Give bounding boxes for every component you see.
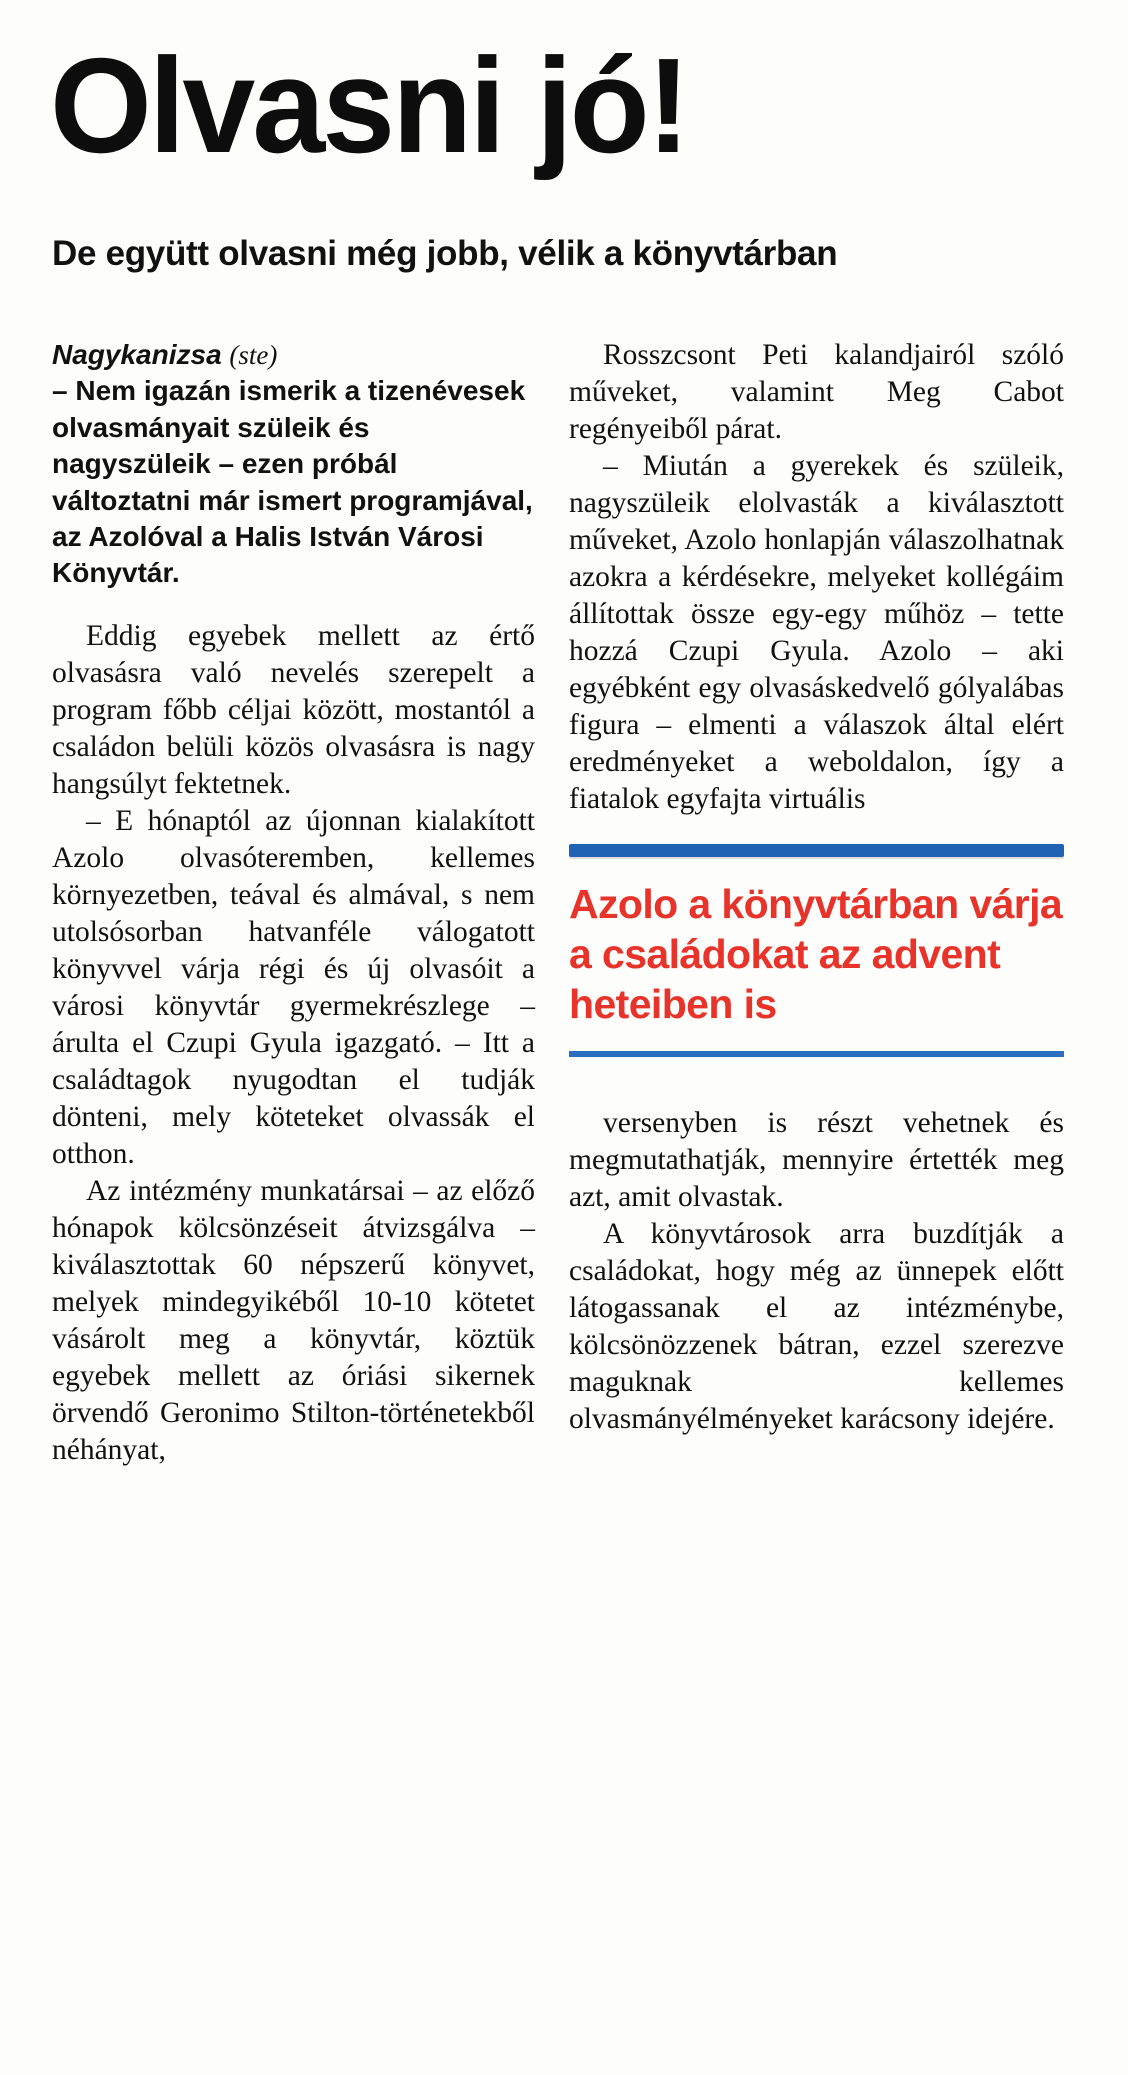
dateline-byline: (ste) — [229, 340, 278, 370]
dateline-place: Nagykanizsa — [52, 339, 222, 370]
paragraph: A könyvtárosok arra buzdítják a családokat, hogy még az ünnepek előtt látogassanak el az intézménybe, kölcsönözzenek bátran, ezzel szerezve maguknak kellemes olvasmányélményeket karácsony idejére. — [569, 1218, 1064, 1436]
paragraph: Eddig egyebek mellett az értő olvasásra való nevelés szerepelt a program főbb céljai között, mostantól a családon belüli közös olvasásra is nagy hangsúlyt fektetnek. — [52, 619, 535, 800]
paragraph: Rosszcsont Peti kalandjairól szóló műveket, valamint Meg Cabot regényeiből párat. — [569, 339, 1064, 446]
paragraph: – E hónaptól az újonnan kialakított Azolo olvasóteremben, kellemes környezetben, teával és almával, s nem utolsósorban hatvanféle válogatott könyvvel várja régi és új olvasóit a városi könyvtár gyermekrészlege – árulta el Czupi Gyula igazgató. – Itt a családtagok nyugodtan el tudják dönteni, mely köteteket olvassák el otthon. — [52, 804, 535, 1170]
rule-top — [569, 844, 1064, 857]
spacer — [569, 1077, 1064, 1105]
paragraph: versenyben is részt vehetnek és megmutathatják, mennyire értették meg azt, amit olvastak. — [569, 1107, 1064, 1214]
paragraph: – Miután a gyerekek és szüleik, nagyszüleik elolvasták a kiválasztott műveket, Azolo honlapján válaszolhatnak azokra a kérdésekre, melyeket kollégáim állítottak össze egy-egy műhöz – tette hozzá Czupi Gyula. Azolo – aki egyébként egy olvasáskedvelő gólyalábas figura – elmenti a válaszok által elért eredményeket a weboldalon, így a fiatalok egyfajta virtuális — [569, 450, 1064, 816]
column-left — [40, 337, 535, 1469]
article-columns — [40, 337, 1088, 1469]
page-title: Olvasni jó! — [50, 30, 688, 181]
subheadline: De együtt olvasni még jobb, vélik a könyvtárban — [52, 234, 838, 273]
paragraph: Az intézmény munkatársai – az előző hónapok kölcsönzéseit átvizsgálva – kiválasztottak 60 népszerű könyvet, melyek mindegyikéből 10-10 kötetet vásárolt meg a könyvtár, köztük egyebek mellett az óriási sikernek örvendő Geronimo Stilton-történetekből néhányat, — [52, 1174, 535, 1467]
pullquote-block — [569, 844, 1064, 1057]
lead-text: – Nem igazán ismerik a tizenévesek olvasmányait szüleik és nagyszüleik – ezen próbál változtatni már ismert programjával, az Azolóval a Halis István Városi Könyvtár. — [52, 375, 533, 589]
pullquote-text: Azolo a könyvtárban várja a családokat az advent heteiben is — [569, 881, 1063, 1028]
lead-paragraph — [52, 337, 535, 592]
rule-bottom — [569, 1051, 1064, 1057]
column-right — [569, 337, 1064, 1469]
